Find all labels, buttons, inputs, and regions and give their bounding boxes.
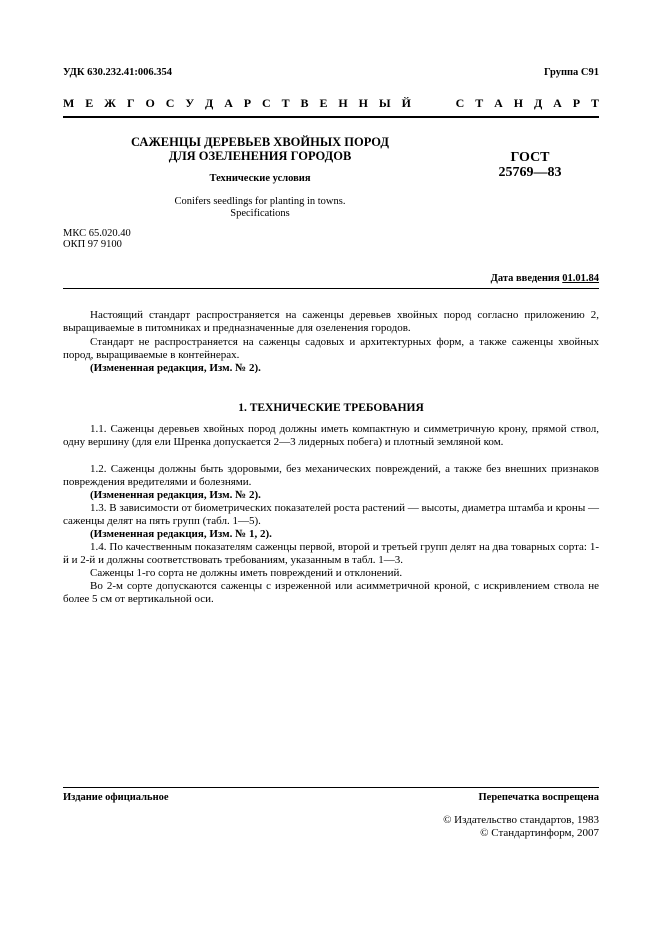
english-title bbox=[100, 196, 420, 220]
udk-code: УДК 630.232.41:006.354 bbox=[63, 67, 172, 78]
banner-letter: Е bbox=[319, 96, 328, 110]
banner-letter: В bbox=[300, 96, 309, 110]
clause-1-3-revision: (Измененная редакция, Изм. № 1, 2). bbox=[90, 528, 272, 540]
banner-letter bbox=[422, 96, 428, 111]
banner-letter: А bbox=[224, 96, 233, 110]
banner-letter: Г bbox=[126, 96, 135, 110]
clause-1-4: 1.4. По качественным показателям саженцы первой, второй и третьей групп делят на два товарных сорта: 1-й и 2-й и должны соответствовать требованиям, указанным в табл. 1—3. bbox=[63, 541, 599, 567]
intro-paragraph-2: Стандарт не распространяется на саженцы садовых и архитектурных форм, а также саженцы хвойных пород, выращиваемые в контейнерах. bbox=[63, 336, 599, 362]
introduction-date-label: Дата введения bbox=[490, 273, 560, 284]
clause-1-4-grade-1: Саженцы 1-го сорта не должны иметь повреждений и отклонений. bbox=[90, 567, 403, 579]
clause-1-3: 1.3. В зависимости от биометрических показателей роста растений — высоты, диаметра штамба и кроны — саженцы делят на пять групп (табл. 1—5). bbox=[63, 502, 599, 528]
banner-letter: Ы bbox=[378, 96, 391, 110]
banner-letter: О bbox=[145, 96, 155, 110]
copyright-line-2: © Стандартинформ, 2007 bbox=[480, 827, 599, 839]
banner-letter: Ж bbox=[104, 96, 117, 110]
banner-letter: С bbox=[455, 96, 465, 110]
intro-paragraph-1: Настоящий стандарт распространяется на саженцы деревьев хвойных пород согласно приложению 2, выращиваемые в питомниках и предназначенные для озеленения городов. bbox=[63, 309, 599, 335]
clause-1-2-revision: (Измененная редакция, Изм. № 2). bbox=[90, 489, 261, 501]
banner-letter: Р bbox=[243, 96, 252, 110]
banner-letter: Р bbox=[572, 96, 581, 110]
copyright-line-1: © Издательство стандартов, 1983 bbox=[443, 814, 599, 826]
banner-letter: Т bbox=[475, 96, 484, 110]
classification-codes bbox=[63, 228, 131, 250]
clause-1-1: 1.1. Саженцы деревьев хвойных пород должны иметь компактную и симметричную крону, прямой ствол, одну вершину (для ели Шренка допускается 2—3 лидерных побега) и плотный земляной ком. bbox=[63, 423, 599, 449]
clause-1-2: 1.2. Саженцы должны быть здоровыми, без механических повреждений, а также без внешних признаков повреждения вредителями и болезнями. bbox=[63, 463, 599, 489]
banner-letter: Т bbox=[281, 96, 290, 110]
title-line-2: ДЛЯ ОЗЕЛЕНЕНИЯ ГОРОДОВ bbox=[168, 149, 352, 163]
gost-designation bbox=[480, 150, 580, 180]
intro-revision-note: (Измененная редакция, Изм. № 2). bbox=[90, 362, 261, 374]
document-subtitle: Технические условия bbox=[209, 173, 311, 184]
banner-letter: Д bbox=[205, 96, 214, 110]
banner-rule bbox=[63, 116, 599, 118]
banner-letter: Й bbox=[401, 96, 411, 110]
group-code: Группа С91 bbox=[543, 67, 599, 78]
document-title bbox=[100, 135, 420, 163]
gost-label: ГОСТ bbox=[510, 150, 550, 165]
english-title-line-1: Conifers seedlings for planting in towns. bbox=[174, 196, 346, 207]
clause-1-4-grade-2: Во 2-м сорте допускаются саженцы с изреженной или асимметричной кроной, с искривлением ствола не более 5 см от вертикальной оси. bbox=[63, 580, 599, 606]
banner-letter bbox=[439, 96, 445, 111]
date-rule bbox=[63, 288, 599, 289]
section-1-heading: 1. ТЕХНИЧЕСКИЕ ТРЕБОВАНИЯ bbox=[238, 402, 424, 414]
banner-letter: Н bbox=[338, 96, 348, 110]
banner-letter: А bbox=[494, 96, 503, 110]
copyright-block bbox=[443, 814, 599, 840]
gost-number: 25769—83 bbox=[498, 165, 562, 180]
banner-letter: С bbox=[165, 96, 175, 110]
reprint-prohibited: Перепечатка воспрещена bbox=[478, 792, 599, 803]
introduction-date bbox=[491, 272, 599, 285]
mks-code: МКС 65.020.40 bbox=[63, 228, 131, 239]
banner-letter: С bbox=[262, 96, 271, 110]
title-line-1: САЖЕНЦЫ ДЕРЕВЬЕВ ХВОЙНЫХ ПОРОД bbox=[131, 135, 389, 149]
official-edition: Издание официальное bbox=[63, 792, 169, 803]
introduction-date-value: 01.01.84 bbox=[562, 273, 599, 284]
standard-banner bbox=[63, 96, 599, 111]
banner-letter: Д bbox=[533, 96, 543, 110]
banner-letter: Н bbox=[358, 96, 368, 110]
okp-code: ОКП 97 9100 bbox=[63, 239, 122, 250]
banner-letter: Т bbox=[590, 96, 599, 110]
banner-letter: Н bbox=[513, 96, 524, 110]
english-title-line-2: Specifications bbox=[230, 208, 290, 219]
banner-letter: Е bbox=[85, 96, 94, 110]
banner-letter: А bbox=[553, 96, 562, 110]
banner-letter: М bbox=[63, 96, 75, 110]
footer-rule bbox=[63, 787, 599, 788]
banner-letter: У bbox=[185, 96, 195, 110]
